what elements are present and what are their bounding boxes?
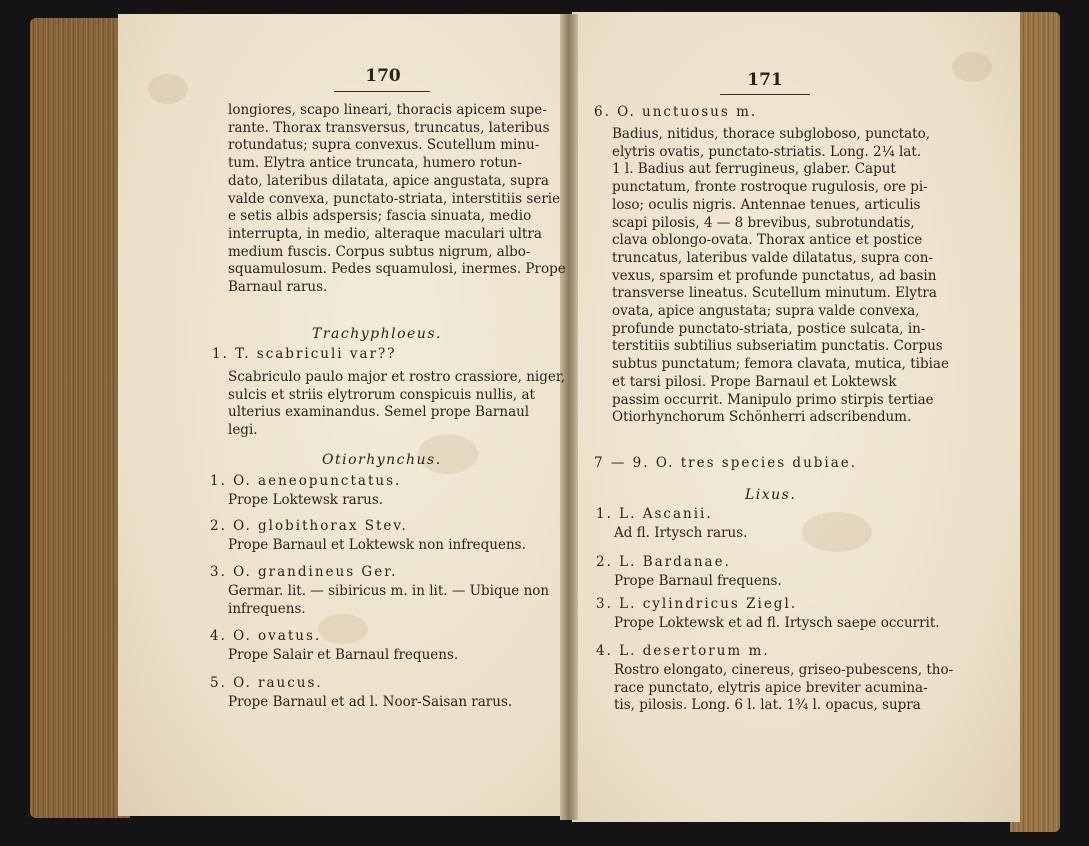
body-text-line: Prope Barnaul et Loktewsk non infrequens. <box>228 537 526 553</box>
page-number-rule <box>720 94 810 95</box>
body-text-line: sulcis et striis elytrorum conspicuis nullis, at <box>228 386 535 403</box>
foxing-stain <box>802 512 872 552</box>
body-text-line: Germar. lit. — sibiricus m. in lit. — Ubique non <box>228 583 550 599</box>
body-text-line: elytris ovatis, punctato-striatis. Long. 2¼ lat. <box>612 143 922 160</box>
body-text-line: subtus punctatum; femora clavata, mutica, tibiae <box>612 356 949 373</box>
species-heading: 2. O. globithorax Stev. <box>210 518 408 534</box>
body-text-line: Rostro elongato, cinereus, griseo-pubescens, tho- <box>614 662 954 678</box>
body-text-line: Scabriculo paulo major et rostro crassiore, niger, <box>228 369 566 385</box>
body-text-line: tum. Elytra antice truncata, humero rotun- <box>228 155 522 172</box>
body-text-line: truncatus, lateribus valde dilatatus, supra con- <box>612 249 933 266</box>
body-text-line: interrupta, in medio, alteraque maculari ultra <box>228 225 542 242</box>
body-text-line: infrequens. <box>228 600 306 617</box>
species-heading: 3. L. cylindricus Ziegl. <box>596 596 798 612</box>
body-text-line: clava oblongo-ovata. Thorax antice et postice <box>612 232 923 249</box>
page-number-rule <box>334 91 430 92</box>
body-text-line: squamulosum. Pedes squamulosi, inermes. Prope <box>228 261 566 278</box>
body-text-line: Prope Loktewsk et ad fl. Irtysch saepe occurrit. <box>614 615 940 631</box>
body-text-line: terstitiis subtilius subseriatim punctatis. Corpus <box>612 338 943 355</box>
species-heading: 1. L. Ascanii. <box>596 506 713 522</box>
body-text-line: Prope Barnaul frequens. <box>614 573 782 589</box>
page-number: 171 <box>747 70 783 90</box>
body-text-line: longiores, scapo lineari, thoracis apicem supe- <box>228 102 547 118</box>
body-text-line: medium fuscis. Corpus subtus nigrum, albo- <box>228 243 531 260</box>
species-heading: 1. O. aeneopunctatus. <box>210 473 402 489</box>
body-text-line: Prope Loktewsk rarus. <box>228 492 384 508</box>
body-text-line: Prope Salair et Barnaul frequens. <box>228 647 459 663</box>
species-heading: 3. O. grandineus Ger. <box>210 564 398 580</box>
body-text-line: rotundatus; supra convexus. Scutellum minu- <box>228 137 540 154</box>
body-text-line: valde convexa, punctato-striata, interstitiis serie <box>228 190 561 207</box>
body-text-line: Barnaul rarus. <box>228 279 328 295</box>
body-text-line: dato, lateribus dilatata, apice angustata, supra <box>228 172 549 189</box>
foxing-stain <box>148 74 188 104</box>
body-text-line: et tarsi pilosi. Prope Barnaul et Loktewsk <box>612 373 897 390</box>
body-text-line: transverse lineatus. Scutellum minutum. Elytra <box>612 285 937 302</box>
body-text-line: tis, pilosis. Long. 6 l. lat. 1¾ l. opacus, supra <box>614 697 921 714</box>
genus-heading: Trachyphloeus. <box>312 326 442 342</box>
body-text-line: punctatum, fronte rostroque rugulosis, ore pi- <box>612 179 928 196</box>
body-text-line: Prope Barnaul et ad l. Noor-Saisan rarus. <box>228 694 513 710</box>
body-text-line: race punctato, elytris apice breviter acumina- <box>614 679 928 696</box>
species-heading: 2. L. Bardanae. <box>596 554 731 570</box>
body-text-line: e setis albis adspersis; fascia sinuata, medio <box>228 208 532 225</box>
genus-heading: Otiorhynchus. <box>322 452 442 468</box>
species-heading: 4. O. ovatus. <box>210 628 322 644</box>
genus-heading: Lixus. <box>745 487 797 503</box>
body-text-line: passim occurrit. Manipulo primo stirpis tertiae <box>612 391 934 408</box>
book-gutter <box>560 14 578 820</box>
body-text-line: Otiorhynchorum Schönherri adscribendum. <box>612 409 912 426</box>
body-text-line: Badius, nitidus, thorace subgloboso, punctato, <box>612 126 930 142</box>
body-text-line: scapi pilosis, 4 — 8 brevibus, subrotundatis, <box>612 214 915 231</box>
body-text-line: rante. Thorax transversus, truncatus, lateribus <box>228 119 550 136</box>
body-text-line: vexus, sparsim et profunde punctatus, ad basin <box>612 267 937 284</box>
body-text-line: ulterius examinandus. Semel prope Barnaul <box>228 404 530 421</box>
species-heading: 7 — 9. O. tres species dubiae. <box>594 455 858 471</box>
species-heading: 5. O. raucus. <box>210 675 323 691</box>
foxing-stain <box>318 614 368 644</box>
body-text-line: profunde punctato-striata, postice sulcata, in- <box>612 320 926 337</box>
species-heading: 6. O. unctuosus m. <box>594 104 758 120</box>
body-text-line: ovata, apice angustata; supra valde convexa, <box>612 303 920 319</box>
species-heading: 4. L. desertorum m. <box>596 643 770 659</box>
body-text-line: legi. <box>228 422 258 439</box>
body-text-line: loso; oculis nigris. Antennae tenues, articulis <box>612 196 921 213</box>
body-text-line: Ad fl. Irtysch rarus. <box>614 525 748 541</box>
species-heading: 1. T. scabriculi var?? <box>212 346 397 362</box>
body-text-line: 1 l. Badius aut ferrugineus, glaber. Caput <box>612 161 896 178</box>
book-edge-left <box>30 18 130 818</box>
page-number: 170 <box>365 66 401 86</box>
foxing-stain <box>952 52 992 82</box>
